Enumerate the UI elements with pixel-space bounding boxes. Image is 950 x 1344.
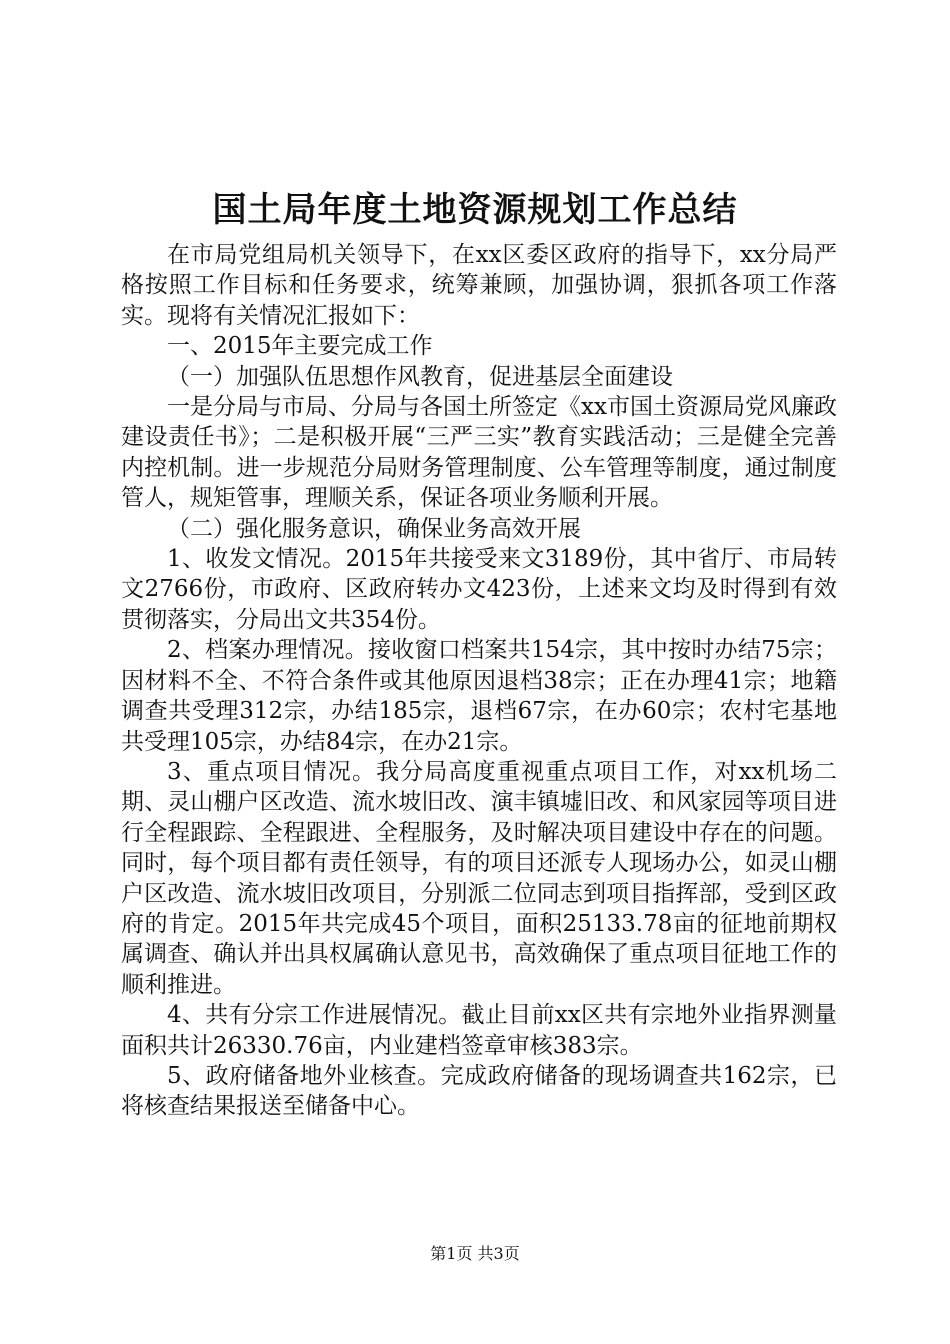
paragraph-team-building: 一是分局与市局、分局与各国土所签定《xx市国土资源局党风廉政建设责任书》；二是积极开展“三严三实”教育实践活动；三是健全完善内控机制。进一步规范分局财务管理制度、公车管理等制度，通过制度管人，规矩管事，理顺关系，保证各项业务顺利开展。	[121, 394, 837, 512]
paragraph-documents: 1、收发文情况。2015年共接受来文3189份，其中省厅、市局转文2766份，市政府、区政府转办文423份，上述来文均及时得到有效贯彻落实，分局出文共354份。	[121, 546, 837, 633]
heading-subsection-2: （二）强化服务意识，确保业务高效开展	[167, 515, 581, 542]
document-title: 国土局年度土地资源规划工作总结	[212, 190, 738, 230]
paragraph-key-projects: 3、重点项目情况。我分局高度重视重点项目工作，对xx机场二期、灵山棚户区改造、流水坡旧改、演丰镇墟旧改、和风家园等项目进行全程跟踪、全程跟进、全程服务，及时解决项目建设中存在的问题。同时，每个项目都有责任领导，有的项目还派专人现场办公，如灵山棚户区改造、流水坡旧改项目，分别派二位同志到项目指挥部，受到区政府的肯定。2015年共完成45个项目，面积25133.78亩的征地前期权属调查、确认并出具权属确认意见书，高效确保了重点项目征地工作的顺利推进。	[121, 758, 837, 998]
document-body	[121, 240, 837, 1122]
paragraph-archives: 2、档案办理情况。接收窗口档案共154宗，其中按时办结75宗；因材料不全、不符合条件或其他原因退档38宗；正在办理41宗；地籍调查共受理312宗，办结185宗，退档67宗，在办60宗；农村宅基地共受理105宗，办结84宗，在办21宗。	[121, 637, 837, 755]
page-footer: 第1页 共3页	[430, 1244, 520, 1263]
paragraph-shared-parcels: 4、共有分宗工作进展情况。截止目前xx区共有宗地外业指界测量面积共计26330.76亩，内业建档签章审核383宗。	[121, 1002, 837, 1059]
heading-section-1: 一、2015年主要完成工作	[167, 333, 433, 360]
paragraph-reserve-land: 5、政府储备地外业核查。完成政府储备的现场调查共162宗，已将核查结果报送至储备中心。	[121, 1062, 837, 1120]
heading-subsection-1: （一）加强队伍思想作风教育，促进基层全面建设	[167, 363, 673, 390]
paragraph-intro: 在市局党组局机关领导下，在xx区委区政府的指导下，xx分局严格按照工作目标和任务要求，统筹兼顾，加强协调，狠抓各项工作落实。现将有关情况汇报如下：	[121, 242, 837, 329]
